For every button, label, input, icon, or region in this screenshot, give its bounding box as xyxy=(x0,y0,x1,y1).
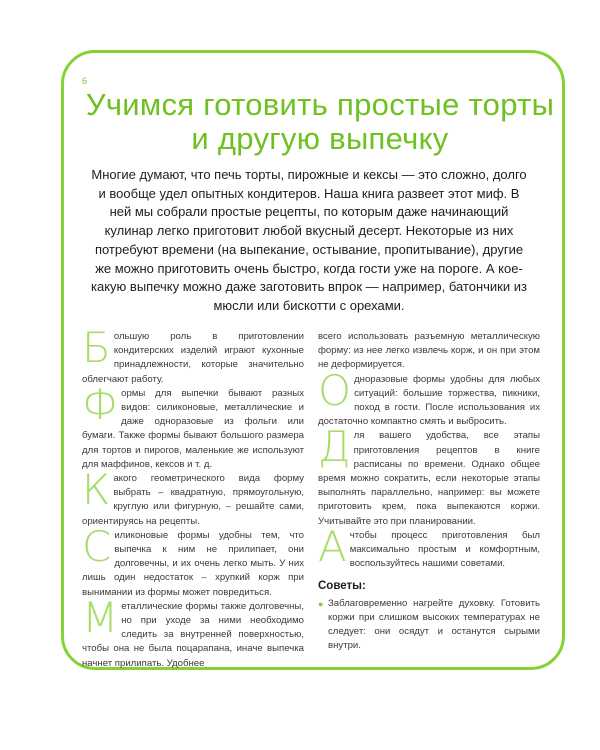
paragraph-text: ольшую роль в приготовлении кондитерских изделий играют кухонные принадлежности, которые значительно облегчают работу. xyxy=(82,331,304,385)
intro-paragraph: Многие думают, что печь торты, пирожные и кексы — это сложно, долго и вообще удел опытных кондитеров. Наша книга развеет этот миф. В ней мы собрали простые рецепты, по которым даже начинающий кулинар легко приготовит любой вкусный десерт. Некоторые из них потребуют времени (на выпекание, остывание, пропитывание), другие же можно приготовить очень быстро, когда гости уже на пороге. А кое-какую выпечку можно даже заготовить впрок — например, батончики из мюсли или бискотти с орехами. xyxy=(91,167,527,313)
drop-cap: Ф xyxy=(82,379,119,429)
paragraph-tips-intro xyxy=(318,521,540,572)
drop-cap: М xyxy=(82,592,119,642)
paragraph-text: акого геометрического вида форму выбрать – квадратную, прямоугольную, круглую или фигурную, – решайте сами, ориентируясь на рецепты. xyxy=(82,473,304,527)
paragraph-text: ля вашего удобства, все этапы приготовления рецептов в книге расписаны по времени. Однако общее время можно сократить, если некоторые этапы выполнять параллельно, например: вы можете приготовить крем, пока выпекаются коржи. Учитывайте это при планировании. xyxy=(318,430,540,527)
paragraph-silicone xyxy=(82,521,304,600)
paragraph-shape xyxy=(82,465,304,529)
paragraph-text: еталлические формы также долговечны, но при уходе за ними необходимо следить за внутренней поверхностью, чтобы она не была поцарапана, иначе выпечка начнет прилипать. Удобнее xyxy=(82,600,304,669)
paragraph-timing xyxy=(318,422,540,528)
right-column xyxy=(318,330,540,653)
page-number: 6 xyxy=(82,76,88,86)
drop-cap: Д xyxy=(318,422,351,472)
paragraph-continuation: всего использовать разъемную металлическую форму: из нее легко извлечь корж, и он при этом не деформируется. xyxy=(318,331,540,371)
drop-cap: К xyxy=(82,465,111,515)
paragraph-text: чтобы процесс приготовления был максимально простым и комфортным, воспользуйтесь нашими советами. xyxy=(349,529,540,570)
page-title: Учимся готовить простые торты и другую выпечку xyxy=(85,87,555,156)
paragraph-text: иликоновые формы удобны тем, что выпечка к ним не прилипает, они долговечны, и их очень легко мыть. У них лишь один недостаток – хрупкий корж при вынимании из формы может повредиться. xyxy=(82,529,304,598)
paragraph-utensils xyxy=(82,323,304,387)
tips-heading: Советы: xyxy=(318,580,366,593)
paragraph-forms xyxy=(82,379,304,472)
drop-cap: Б xyxy=(82,323,111,372)
paragraph-text: дноразовые формы удобны для любых ситуаций: большие торжества, пикники, поход в гости. После использования их достаточно компактно смять и выбросить. xyxy=(318,373,540,428)
tip-text: Заблаговременно нагрейте духовку. Готовить коржи при слишком высоких температурах не следует: они осядут и останутся сырыми внутри. xyxy=(328,597,540,652)
drop-cap: А xyxy=(318,521,347,571)
paragraph-text: ормы для выпечки бывают разных видов: силиконовые, металлические и даже одноразовые из фольги или бумаги. Также формы бывают большого размера для тортов и пирогов, маленькие же используют для маффинов, кексов и т. д. xyxy=(82,387,304,470)
drop-cap: О xyxy=(318,365,352,415)
paragraph-disposable xyxy=(318,365,540,430)
drop-cap: С xyxy=(82,521,112,571)
tip-item xyxy=(318,597,540,654)
left-column xyxy=(82,323,304,671)
paragraph-metal xyxy=(82,592,304,671)
bullet-icon: ● xyxy=(318,598,324,609)
